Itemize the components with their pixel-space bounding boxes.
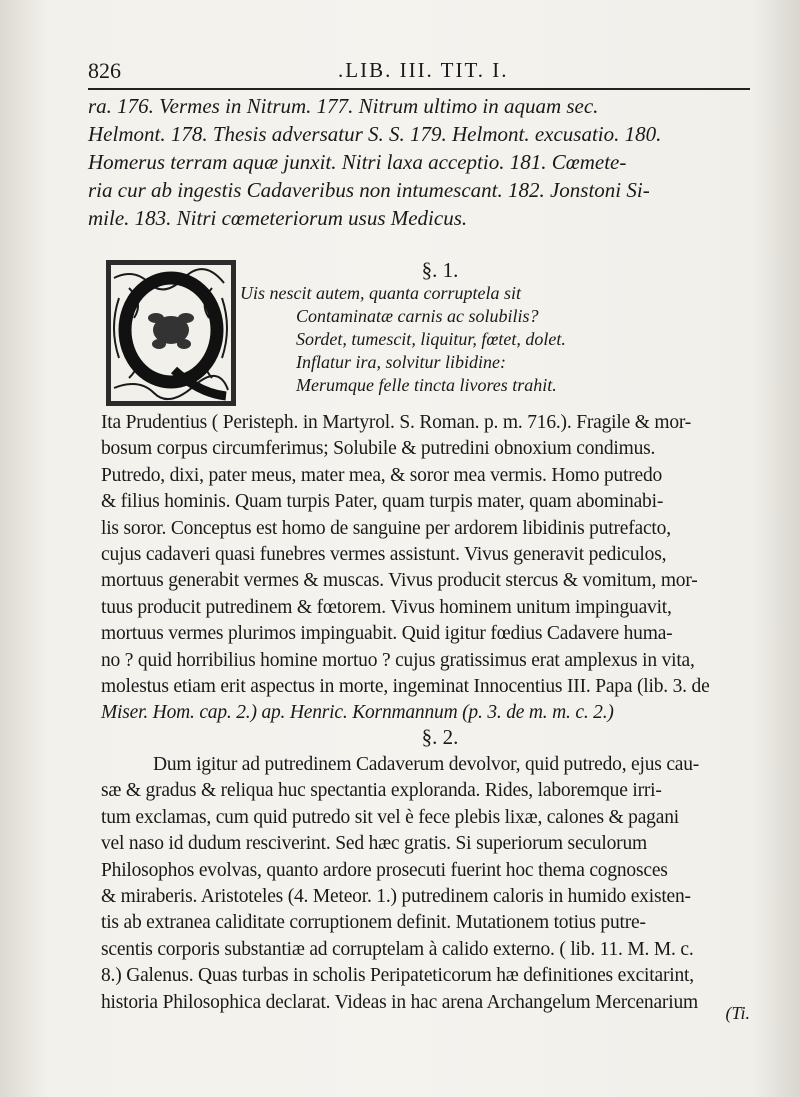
ornament-icon xyxy=(104,258,238,408)
text-line: lis soror. Conceptus est homo de sanguine per ardorem libidinis putrefacto, xyxy=(101,517,671,539)
verse-line: Sordet, tumescit, liquitur, fœtet, dolet. xyxy=(296,329,566,349)
summary-line: mile. 183. Nitri cœmeteriorum usus Medicus. xyxy=(88,206,468,230)
text-line: tuus producit putredinem & fœtorem. Vivus hominem unitum impinguavit, xyxy=(101,596,672,618)
section-2-body xyxy=(101,752,753,1016)
text-line: molestus etiam erit aspectus in morte, ingeminat Innocentius III. Papa (lib. 3. de xyxy=(101,676,710,698)
text-line: mortuus generabit vermes & muscas. Vivus producit stercus & vomitum, mor- xyxy=(101,570,698,592)
text-line: sæ & gradus & reliqua huc spectantia exploranda. Rides, laboremque irri- xyxy=(101,780,662,802)
section-1-body xyxy=(101,410,753,727)
decorated-initial xyxy=(104,258,238,408)
section-2-heading: §. 2. xyxy=(421,725,459,749)
prudentius-verse xyxy=(240,282,566,397)
text-line: & filius hominis. Quam turpis Pater, quam turpis mater, quam abominabi- xyxy=(101,491,664,513)
verse-line: Uis nescit autem, quanta corruptela sit xyxy=(240,283,521,303)
verse-line: Contaminatæ carnis ac solubilis? xyxy=(296,306,539,326)
section-1-heading: §. 1. xyxy=(421,258,459,282)
page-header xyxy=(88,58,748,84)
verse-line: Inflatur ira, solvitur libidine: xyxy=(296,352,506,372)
catchword: (Ti. xyxy=(725,1003,750,1023)
text-line: bosum corpus circumferimus; Solubile & putredini obnoxium condimus. xyxy=(101,438,656,460)
text-line: historia Philosophica declarat. Videas in hac arena Archangelum Mercenarium xyxy=(101,991,698,1013)
text-line: tum exclamas, cum quid putredo sit vel è fece plebis lixæ, calones & pagani xyxy=(101,806,679,828)
text-line: Ita Prudentius ( Peristeph. in Martyrol. S. Roman. p. m. 716.). Fragile & mor- xyxy=(101,412,692,433)
text-line: no ? quid horribilius homine mortuo ? cujus gratissimus erat amplexus in vita, xyxy=(101,649,695,671)
summary-line: ria cur ab ingestis Cadaveribus non intumescant. 182. Jonstoni Si- xyxy=(88,178,650,202)
text-line: scentis corporis substantiæ ad corruptelam à calido externo. ( lib. 11. M. M. c. xyxy=(101,938,694,960)
page-number: 826 xyxy=(88,58,121,83)
summary-line: ra. 176. Vermes in Nitrum. 177. Nitrum ultimo in aquam sec. xyxy=(88,94,599,118)
text-line: 8.) Galenus. Quas turbas in scholis Peripateticorum hæ definitiones excitarint, xyxy=(101,965,694,987)
text-line: mortuus vermes plurimos impinguabit. Quid igitur fœdius Cadavere huma- xyxy=(101,623,673,645)
text-line: cujus cadaveri quasi funebres vermes assistunt. Vivus generavit pediculos, xyxy=(101,544,667,566)
text-line: tis ab extranea caliditate corruptionem definit. Mutationem totius putre- xyxy=(101,912,646,934)
header-rule xyxy=(88,88,750,90)
text-line: & miraberis. Aristoteles (4. Meteor. 1.) putredinem caloris in humido existen- xyxy=(101,886,691,908)
summary-line: Homerus terram aquæ junxit. Nitri laxa acceptio. 181. Cœmete- xyxy=(88,150,627,174)
text-line: Dum igitur ad putredinem Cadaverum devolvor, quid putredo, ejus cau- xyxy=(153,754,700,775)
verse-line: Merumque felle tincta livores trahit. xyxy=(296,375,557,395)
text-line: vel naso id dudum resciverint. Sed hæc gratis. Si superiorum seculorum xyxy=(101,833,647,855)
running-title: .LIB. III. TIT. I. xyxy=(338,58,509,82)
chapter-summary xyxy=(88,92,753,232)
text-line: Philosophos evolvas, quanto ardore prosecuti fuerint hoc thema cognosces xyxy=(101,859,668,881)
summary-line: Helmont. 178. Thesis adversatur S. S. 179. Helmont. excusatio. 180. xyxy=(88,122,662,146)
text-line: Miser. Hom. cap. 2.) ap. Henric. Kornmannum (p. 3. de m. m. c. 2.) xyxy=(101,702,614,724)
text-line: Putredo, dixi, pater meus, mater mea, & soror mea vermis. Homo putredo xyxy=(101,464,663,486)
